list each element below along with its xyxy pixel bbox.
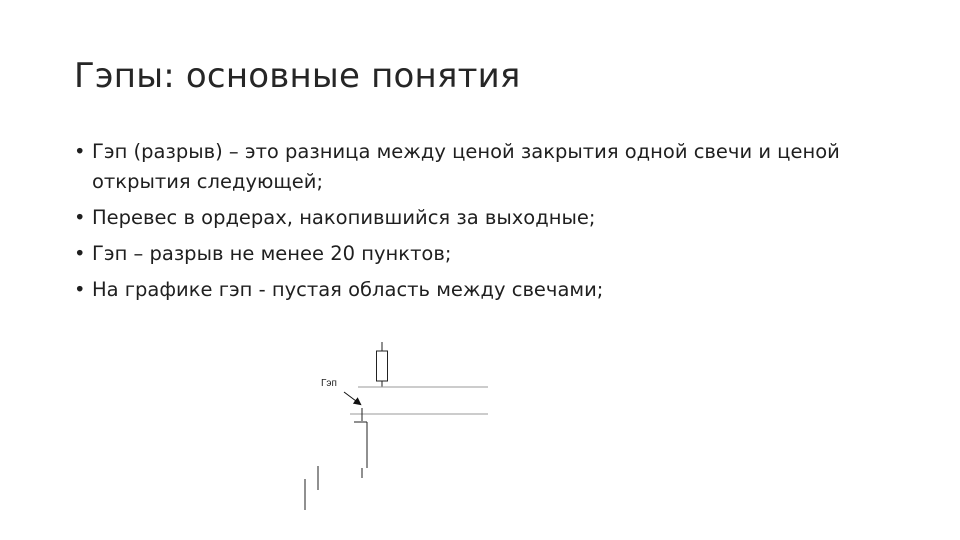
bullet-text: На графике гэп - пустая область между свечами; <box>92 278 604 301</box>
bullet-marker: • <box>74 206 86 229</box>
bullet-item <box>74 137 914 197</box>
gap-chart-drawing <box>290 338 500 513</box>
bullet-text: Перевес в ордерах, накопившийся за выходные; <box>92 206 596 229</box>
bullet-item <box>74 239 914 269</box>
bullet-marker: • <box>74 242 86 265</box>
bullet-marker: • <box>74 278 86 301</box>
gap-arrow <box>344 392 360 404</box>
bullet-text: Гэп (разрыв) – это разница между ценой закрытия одной свечи и ценой открытия следующей; <box>92 140 840 193</box>
upper-candle-body <box>377 351 388 381</box>
gap-label: Гэп <box>321 378 337 389</box>
bullet-list <box>74 137 914 311</box>
bullet-marker: • <box>74 140 86 163</box>
bullet-item <box>74 275 914 305</box>
bullet-item <box>74 203 914 233</box>
bullet-text: Гэп – разрыв не менее 20 пунктов; <box>92 242 452 265</box>
slide-title: Гэпы: основные понятия <box>74 56 521 96</box>
gap-chart-figure <box>290 338 500 513</box>
